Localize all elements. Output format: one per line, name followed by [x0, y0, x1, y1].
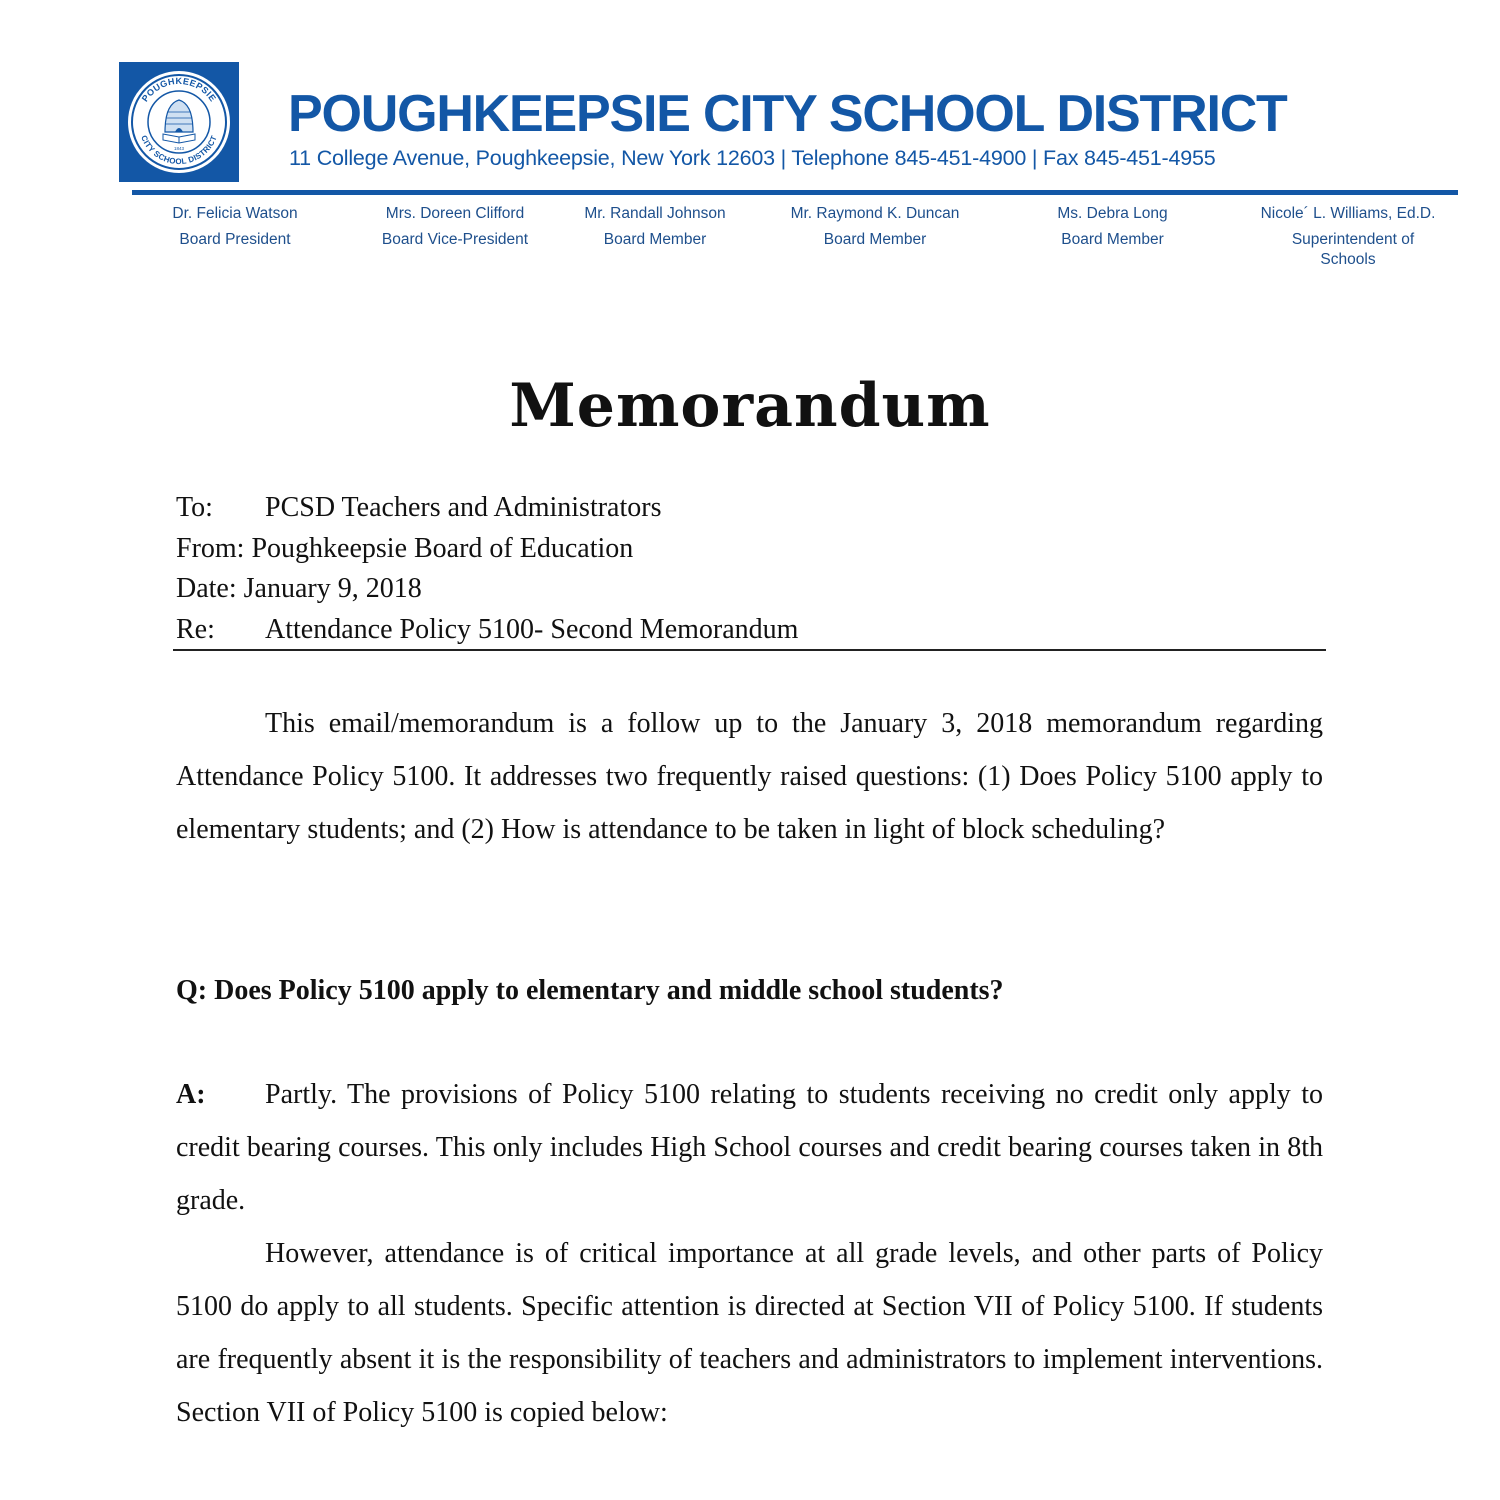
board-member [1040, 204, 1185, 250]
memo-re-row [176, 610, 798, 651]
district-name: POUGHKEEPSIE CITY SCHOOL DISTRICT [288, 85, 1287, 143]
board-member [776, 204, 974, 250]
board-member [574, 204, 736, 250]
policy-paragraph: However, attendance is of critical importance at all grade levels, and other parts of Policy 5100 do apply to all students. Specific attention is directed at Section VII of Policy 5100. If students are frequently absent it is the responsibility of teachers and administrators to implement interventions. Section VII of Policy 5100 is copied below: [176, 1238, 1323, 1428]
memo-to-row [176, 488, 798, 529]
intro-paragraph: This email/memorandum is a follow up to the January 3, 2018 memorandum regarding Attendance Policy 5100. It addresses two frequently raised questions: (1) Does Policy 5100 apply to elementary students; and (2) How is attendance to be taken in light of block scheduling? [176, 708, 1323, 845]
school-district-seal-icon [125, 68, 233, 176]
svg-text:POUGHKEEPSIE: POUGHKEEPSIE [139, 75, 219, 104]
member-name: Mr. Raymond K. Duncan [790, 205, 960, 222]
member-title: Board Vice-President [381, 231, 529, 249]
answer-label: A: [176, 1079, 206, 1110]
member-title: Board Member [823, 231, 927, 249]
member-name: Mrs. Doreen Clifford [385, 205, 525, 222]
district-seal-logo [119, 62, 239, 182]
member-name: Mr. Randall Johnson [584, 205, 726, 222]
member-title: Board Member [603, 231, 707, 249]
member-name: Nicole´ L. Williams, Ed.D. [1260, 205, 1436, 222]
board-member [160, 204, 310, 250]
member-title-continued: Schools [1320, 250, 1376, 268]
board-member [1248, 204, 1448, 269]
header-divider [132, 190, 1458, 195]
answer-paragraph [176, 1068, 1323, 1227]
memo-header-divider [173, 649, 1326, 651]
memo-header-fields [176, 488, 798, 650]
memo-date-row [176, 569, 798, 610]
member-title: Board Member [1061, 231, 1164, 249]
memo-from-row [176, 529, 798, 570]
svg-text:CITY SCHOOL DISTRICT: CITY SCHOOL DISTRICT [139, 134, 219, 167]
date-label: Date: [176, 573, 237, 604]
memo-title: Memorandum [509, 371, 991, 441]
question-heading: Q: Does Policy 5100 apply to elementary and middle school students? [176, 975, 1004, 1006]
member-name: Dr. Felicia Watson [172, 205, 298, 222]
from-value: Poughkeepsie Board of Education [251, 532, 634, 564]
svg-text:1843: 1843 [173, 146, 185, 151]
board-members-list [0, 204, 1500, 274]
to-label: To: [176, 492, 213, 523]
re-value: Attendance Policy 5100- Second Memorandum [265, 613, 799, 645]
board-member [370, 204, 540, 250]
date-value: January 9, 2018 [243, 573, 422, 604]
member-name: Ms. Debra Long [1057, 205, 1168, 222]
district-address: 11 College Avenue, Poughkeepsie, New York 12603 | Telephone 845-451-4900 | Fax 845-451-4955 [289, 146, 1216, 170]
to-value: PCSD Teachers and Administrators [265, 492, 662, 523]
answer-text: Partly. The provisions of Policy 5100 relating to students receiving no credit only apply to credit bearing courses. This only includes High School courses and credit bearing courses taken in 8th grade. [176, 1079, 1323, 1216]
member-title: Superintendent of [1291, 231, 1415, 249]
member-title: Board President [179, 231, 291, 249]
re-label: Re: [176, 613, 215, 645]
from-label: From: [176, 532, 245, 564]
